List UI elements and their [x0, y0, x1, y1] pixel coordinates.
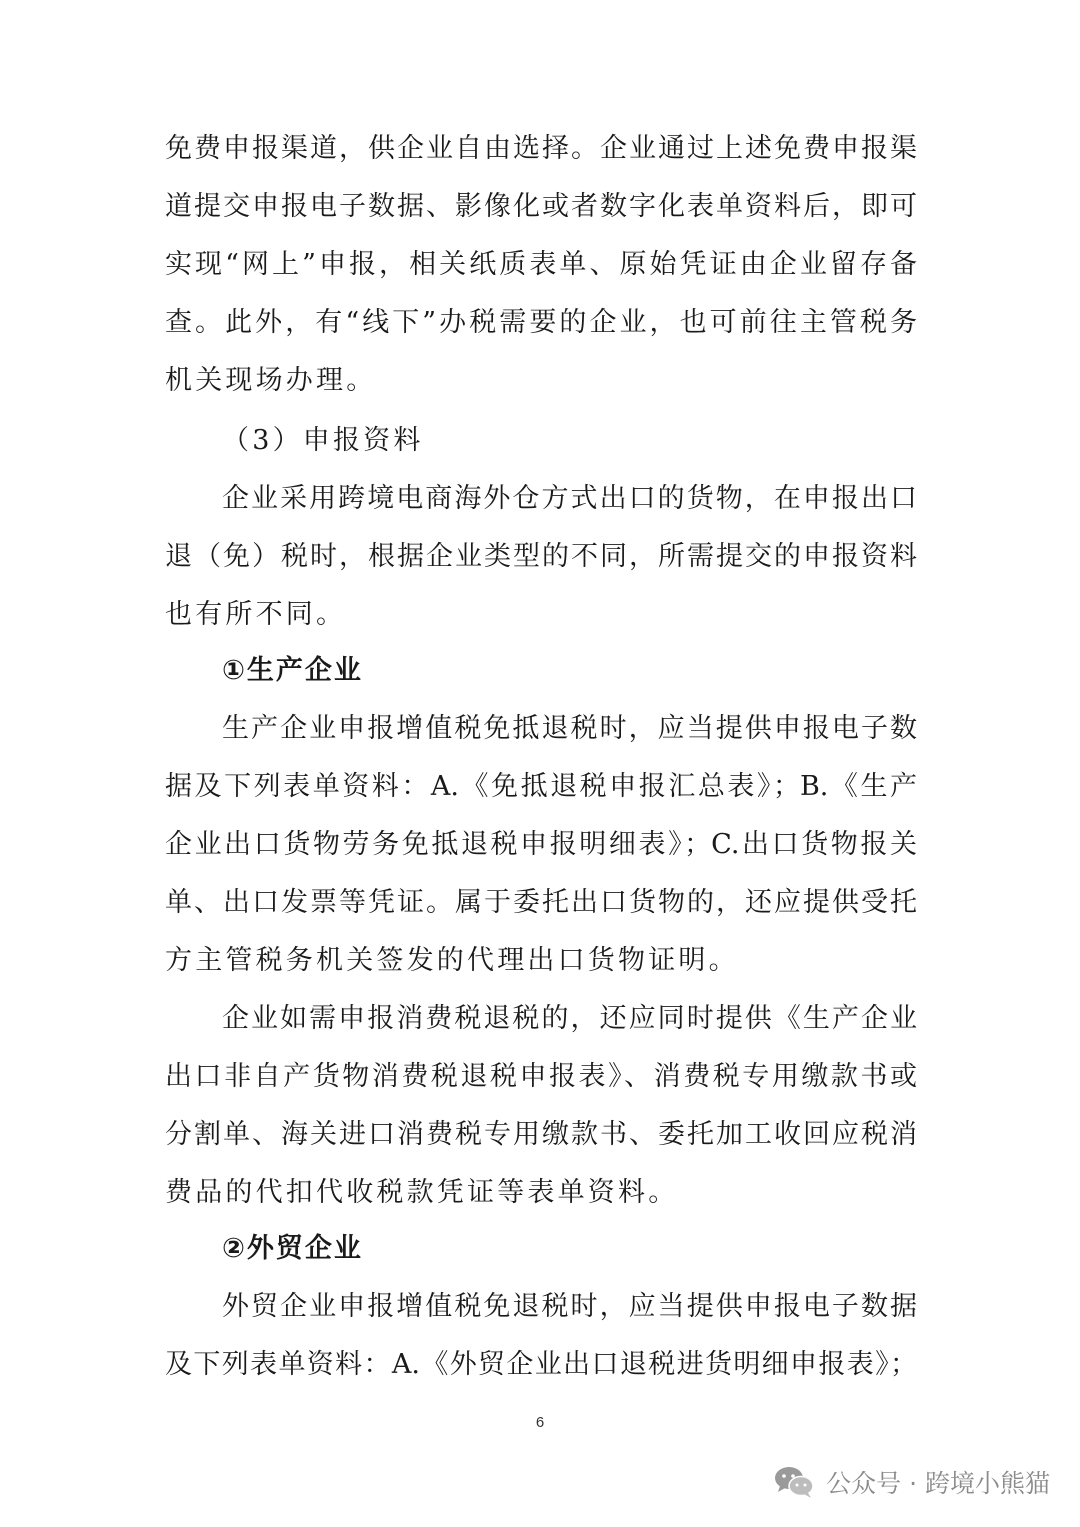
subsection-heading-trade: ②外贸企业 [222, 1233, 363, 1264]
body-line: 生产企业申报增值税免抵退税时，应当提供申报电子数 [222, 713, 917, 744]
body-line: 免费申报渠道，供企业自由选择。企业通过上述免费申报渠 [165, 133, 917, 164]
body-line: 分割单、海关进口消费税专用缴款书、委托加工收回应税消 [165, 1119, 917, 1150]
body-line: 及下列表单资料：A.《外贸企业出口退税进货明细申报表》； [165, 1349, 917, 1380]
body-line: 企业采用跨境电商海外仓方式出口的货物，在申报出口 [222, 483, 917, 514]
body-line: 费品的代扣代收税款凭证等表单资料。 [165, 1177, 679, 1208]
watermark [772, 1460, 1050, 1504]
body-line: 方主管税务机关签发的代理出口货物证明。 [165, 945, 739, 976]
section-heading: （3）申报资料 [222, 425, 424, 456]
body-line: 据及下列表单资料：A.《免抵退税申报汇总表》；B.《生产 [165, 771, 917, 802]
body-line: 单、出口发票等凭证。属于委托出口货物的，还应提供受托 [165, 887, 917, 918]
body-line: 实现“网上”申报，相关纸质表单、原始凭证由企业留存备 [165, 249, 917, 280]
body-line: 出口非自产货物消费税退税申报表》、消费税专用缴款书或 [165, 1061, 917, 1092]
body-line: 查。此外，有“线下”办税需要的企业，也可前往主管税务 [165, 307, 917, 338]
body-line: 也有所不同。 [165, 599, 347, 630]
body-line: 企业出口货物劳务免抵退税申报明细表》；C.出口货物报关 [165, 829, 917, 860]
body-line: 企业如需申报消费税退税的，还应同时提供《生产企业 [222, 1003, 917, 1034]
subsection-heading-production: ①生产企业 [222, 655, 363, 686]
watermark-text: 公众号 · 跨境小熊猫 [826, 1469, 1050, 1498]
wechat-icon [772, 1464, 816, 1500]
body-line: 道提交申报电子数据、影像化或者数字化表单资料后，即可 [165, 191, 917, 222]
body-line: 机关现场办理。 [165, 365, 377, 396]
page-number: 6 [535, 1414, 545, 1431]
body-line: 外贸企业申报增值税免退税时，应当提供申报电子数据 [222, 1291, 917, 1322]
body-line: 退（免）税时，根据企业类型的不同，所需提交的申报资料 [165, 541, 917, 572]
